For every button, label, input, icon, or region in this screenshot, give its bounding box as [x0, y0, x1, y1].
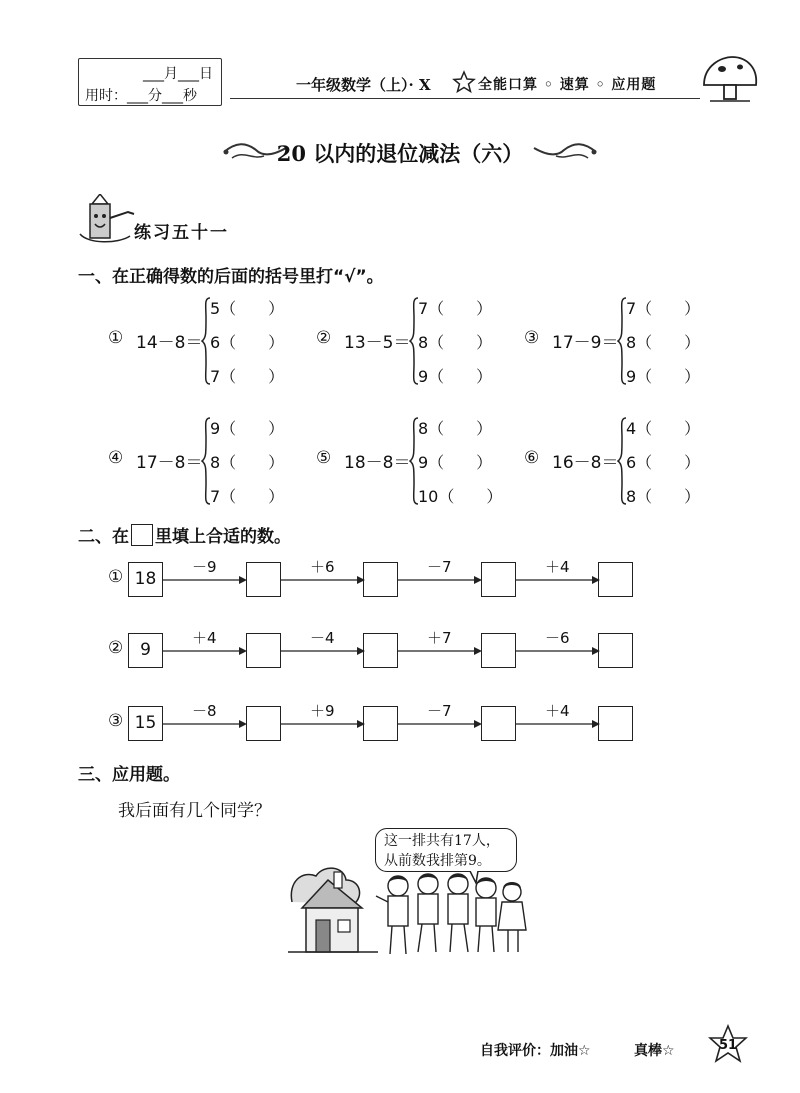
title-ornament-right-icon [532, 140, 598, 168]
header-rule [230, 98, 700, 99]
operation-label: ＋7 [427, 629, 452, 647]
problem-number: ④ [108, 448, 124, 468]
children-in-line-illustration [372, 872, 532, 966]
exercise-title: 练习五十一 [134, 223, 229, 243]
option[interactable]: 6（ ） [210, 333, 285, 352]
option[interactable]: 9（ ） [210, 419, 285, 438]
self-evaluation: 自我评价：加油☆ [480, 1043, 591, 1059]
operation-label: ＋4 [545, 702, 570, 720]
option[interactable]: 6（ ） [626, 453, 701, 472]
operation-label: ＋9 [310, 702, 335, 720]
answer-box[interactable] [598, 633, 633, 668]
pencil-mascot-icon [78, 194, 138, 250]
problem-expression: 16－8＝ [552, 453, 619, 473]
answer-box[interactable] [363, 633, 398, 668]
section2-heading: 二、在 里填上合适的数。 [78, 522, 291, 547]
answer-box[interactable] [481, 562, 516, 597]
answer-box[interactable] [363, 706, 398, 741]
great-rating: 真棒☆ [634, 1043, 675, 1059]
problem-expression: 17－9＝ [552, 333, 619, 353]
grade-label: 一年级数学（上）· X [296, 76, 431, 94]
option[interactable]: 8（ ） [210, 453, 285, 472]
operation-label: －7 [427, 702, 452, 720]
option[interactable]: 7（ ） [210, 487, 285, 506]
star-icon [452, 70, 476, 98]
chain-number: ② [108, 638, 124, 658]
section1-heading: 一、在正确得数的后面的括号里打“√”。 [78, 267, 384, 287]
option[interactable]: 7（ ） [210, 367, 285, 386]
option[interactable]: 10（ ） [418, 487, 503, 506]
option[interactable]: 8（ ） [626, 487, 701, 506]
mushroom-icon [700, 55, 760, 109]
blank-box-icon [131, 524, 153, 546]
word-problem-question: 我后面有几个同学？ [118, 801, 271, 821]
page-title: 20 以内的退位减法（六） [276, 141, 524, 166]
operation-label: ＋4 [545, 558, 570, 576]
option[interactable]: 7（ ） [626, 299, 701, 318]
answer-box[interactable] [598, 706, 633, 741]
operation-label: －9 [192, 558, 217, 576]
problem-number: ⑥ [524, 448, 540, 468]
start-number-box: 9 [128, 633, 163, 668]
option[interactable]: 9（ ） [418, 367, 493, 386]
chain-number: ③ [108, 711, 124, 731]
date-line: ___月___日 [143, 66, 213, 82]
series-label: 全能口算 ◦ 速算 ◦ 应用题 [478, 77, 657, 93]
option[interactable]: 8（ ） [418, 419, 493, 438]
section3-heading: 三、应用题。 [78, 765, 180, 785]
date-time-box [78, 58, 222, 106]
option[interactable]: 9（ ） [626, 367, 701, 386]
option[interactable]: 5（ ） [210, 299, 285, 318]
time-line: 用时：___分___秒 [85, 88, 197, 104]
answer-box[interactable] [246, 562, 281, 597]
operation-label: －8 [192, 702, 217, 720]
problem-expression: 17－8＝ [136, 453, 203, 473]
option[interactable]: 4（ ） [626, 419, 701, 438]
answer-box[interactable] [246, 633, 281, 668]
chain-number: ① [108, 567, 124, 587]
answer-box[interactable] [481, 706, 516, 741]
start-number-box: 15 [128, 706, 163, 741]
problem-expression: 14－8＝ [136, 333, 203, 353]
start-number-box: 18 [128, 562, 163, 597]
page-number: 51 [718, 1038, 738, 1053]
problem-number: ③ [524, 328, 540, 348]
answer-box[interactable] [598, 562, 633, 597]
operation-label: －7 [427, 558, 452, 576]
house-illustration [288, 862, 378, 962]
problem-expression: 13－5＝ [344, 333, 411, 353]
operation-label: ＋6 [310, 558, 335, 576]
operation-label: ＋4 [192, 629, 217, 647]
option[interactable]: 8（ ） [418, 333, 493, 352]
operation-label: －4 [310, 629, 335, 647]
problem-number: ② [316, 328, 332, 348]
speech-bubble [375, 828, 517, 872]
speech-line: 这一排共有17人， [384, 833, 500, 849]
problem-number: ⑤ [316, 448, 332, 468]
operation-label: －6 [545, 629, 570, 647]
speech-line: 从前数我排第9。 [384, 853, 491, 869]
answer-box[interactable] [246, 706, 281, 741]
answer-box[interactable] [363, 562, 398, 597]
problem-number: ① [108, 328, 124, 348]
option[interactable]: 9（ ） [418, 453, 493, 472]
problem-expression: 18－8＝ [344, 453, 411, 473]
answer-box[interactable] [481, 633, 516, 668]
option[interactable]: 8（ ） [626, 333, 701, 352]
option[interactable]: 7（ ） [418, 299, 493, 318]
